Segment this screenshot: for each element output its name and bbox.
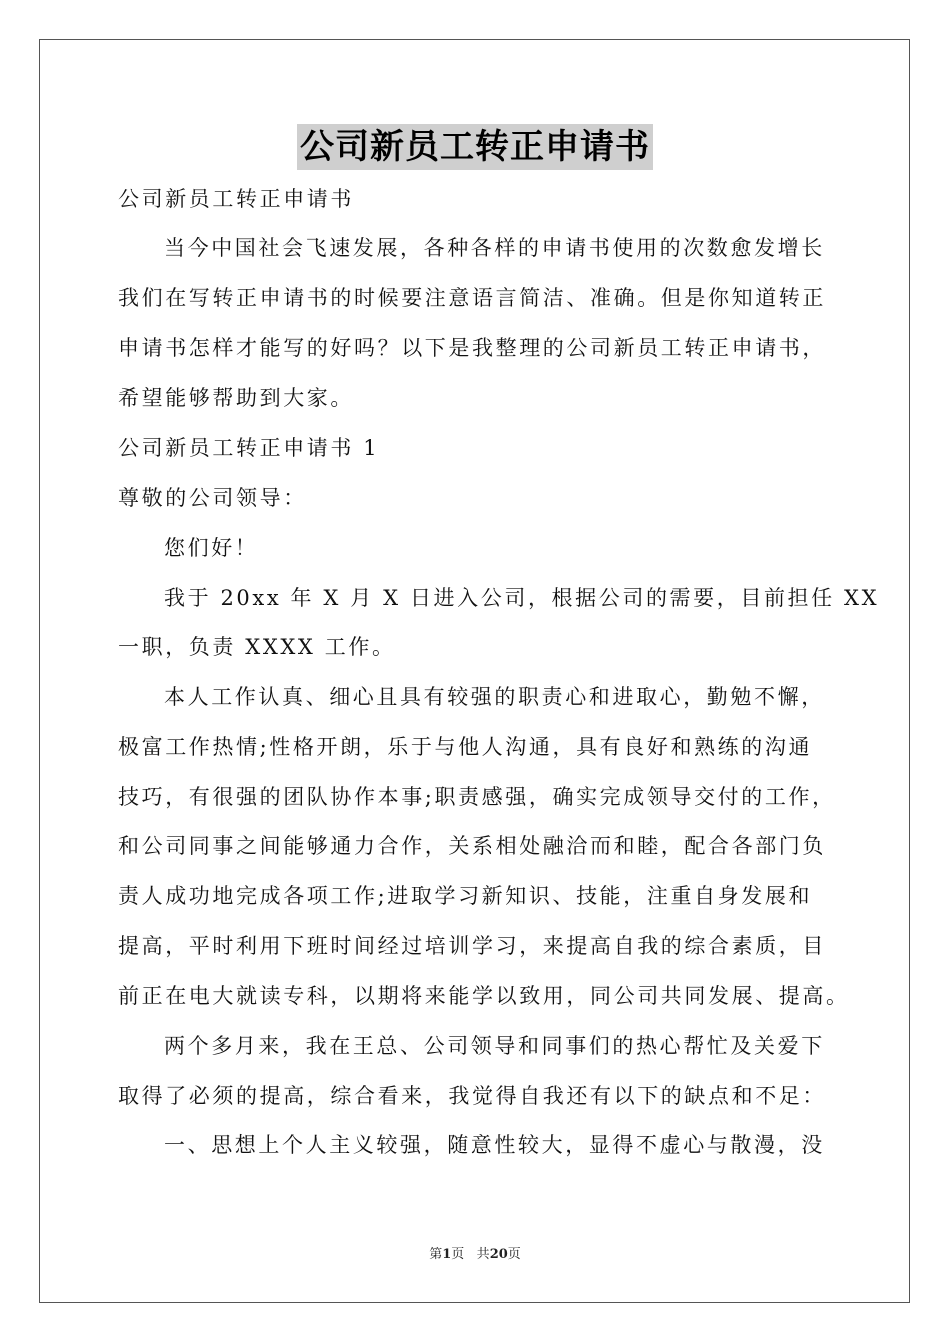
body-line: 一、思想上个人主义较强，随意性较大，显得不虚心与散漫，没 xyxy=(164,1133,825,1157)
footer-total-prefix: 共 xyxy=(476,1247,490,1262)
body-line: 我于 20xx 年 X 月 X 日进入公司，根据公司的需要，目前担任 XX xyxy=(164,586,880,610)
footer-page-suffix: 页 xyxy=(451,1247,465,1262)
body-line: 我们在写转正申请书的时候要注意语言简洁、准确。但是你知道转正 xyxy=(118,286,826,310)
greeting: 您们好！ xyxy=(164,536,259,560)
body-line: 和公司同事之间能够通力合作，关系相处融洽而和睦，配合各部门负 xyxy=(118,834,826,858)
body-line: 希望能够帮助到大家。 xyxy=(118,386,354,410)
body-line: 技巧，有很强的团队协作本事;职责感强，确实完成领导交付的工作， xyxy=(118,785,836,809)
body-line: 当今中国社会飞速发展，各种各样的申请书使用的次数愈发增长 xyxy=(164,236,825,260)
title-wrap xyxy=(0,124,950,170)
body-line: 提高，平时利用下班时间经过培训学习，来提高自我的综合素质，目 xyxy=(118,934,826,958)
body-line: 极富工作热情;性格开朗，乐于与他人沟通，具有良好和熟练的沟通 xyxy=(118,735,813,759)
document-title: 公司新员工转正申请书 xyxy=(297,124,653,170)
salutation: 尊敬的公司领导： xyxy=(118,486,307,510)
body-line: 本人工作认真、细心且具有较强的职责心和进取心，勤勉不懈， xyxy=(164,685,825,709)
footer-total-suffix: 页 xyxy=(507,1247,521,1262)
subtitle-line: 公司新员工转正申请书 xyxy=(118,187,354,211)
body-line: 两个多月来，我在王总、公司领导和同事们的热心帮忙及关爱下 xyxy=(164,1034,825,1058)
page-border xyxy=(39,39,910,1303)
body-line: 取得了必须的提高，综合看来，我觉得自我还有以下的缺点和不足： xyxy=(118,1084,826,1108)
body-line: 申请书怎样才能写的好吗？以下是我整理的公司新员工转正申请书， xyxy=(118,336,826,360)
body-line: 前正在电大就读专科，以期将来能学以致用，同公司共同发展、提高。 xyxy=(118,984,850,1008)
section-heading: 公司新员工转正申请书 1 xyxy=(118,436,380,460)
footer-total-pages: 20 xyxy=(489,1247,508,1262)
body-line: 责人成功地完成各项工作;进取学习新知识、技能，注重自身发展和 xyxy=(118,884,813,908)
footer-page-prefix: 第 xyxy=(429,1247,443,1262)
page-footer xyxy=(0,1247,950,1263)
footer-page-current: 1 xyxy=(442,1247,452,1262)
body-line: 一职，负责 XXXX 工作。 xyxy=(118,635,396,659)
